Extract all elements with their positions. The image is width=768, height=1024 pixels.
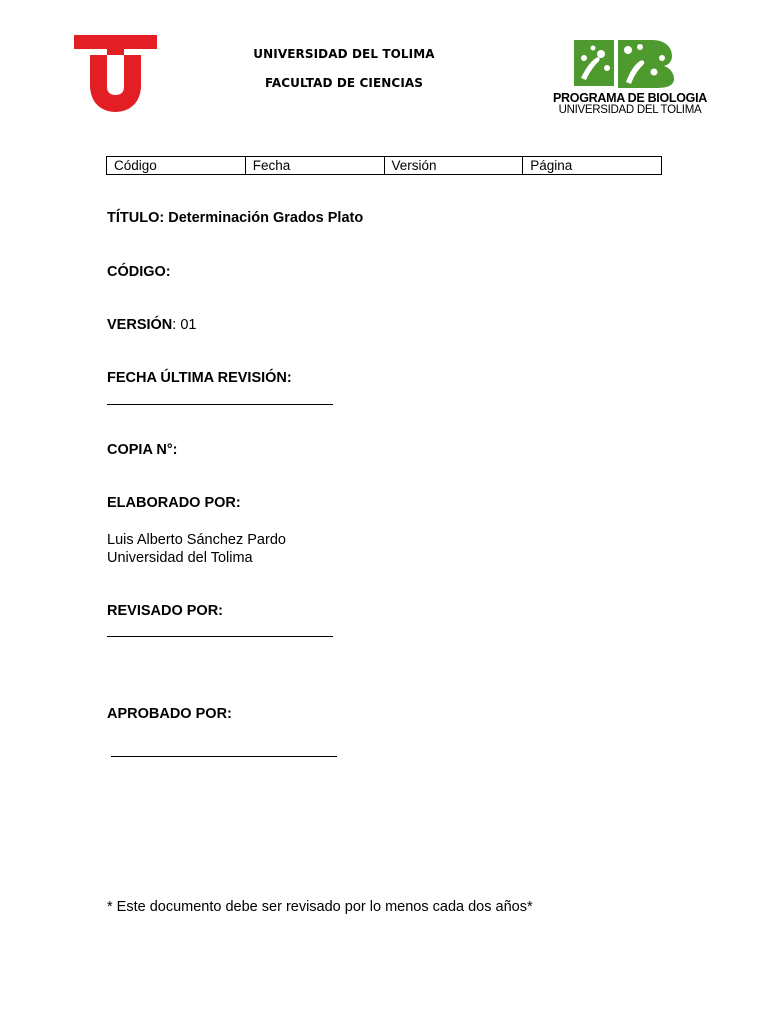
document-control-row bbox=[107, 157, 662, 175]
title-label: TÍTULO: bbox=[107, 210, 165, 226]
title-value: Determinación Grados Plato bbox=[168, 210, 364, 226]
reviewed-by-label: REVISADO POR: bbox=[107, 603, 224, 619]
university-name: UNIVERSIDAD DEL TOLIMA bbox=[253, 47, 435, 61]
biology-program-subtitle: UNIVERSIDAD DEL TOLIMA bbox=[558, 104, 702, 116]
biology-program-title: PROGRAMA DE BIOLOGIA bbox=[553, 91, 707, 105]
version-field bbox=[107, 317, 196, 333]
faculty-name: FACULTAD DE CIENCIAS bbox=[264, 76, 424, 90]
title-field bbox=[107, 210, 363, 226]
university-logo bbox=[74, 35, 157, 112]
document-control-table bbox=[106, 156, 662, 175]
prepared-by-name: Luis Alberto Sánchez Pardo bbox=[107, 532, 286, 548]
prepared-by-label: ELABORADO POR: bbox=[107, 495, 241, 511]
last-revision-label: FECHA ÚLTIMA REVISIÓN: bbox=[107, 370, 292, 386]
last-revision-signature-line bbox=[107, 404, 333, 405]
approved-by-label: APROBADO POR: bbox=[107, 706, 232, 722]
page-cell: Página bbox=[523, 157, 662, 175]
code-label: CÓDIGO: bbox=[107, 264, 171, 280]
version-label: VERSIÓN bbox=[107, 317, 173, 333]
footer-note: * Este documento debe ser revisado por lo menos cada dos años* bbox=[107, 899, 533, 915]
copy-number-label: COPIA N°: bbox=[107, 442, 178, 458]
approved-by-signature-line bbox=[111, 756, 337, 757]
biology-program-logo bbox=[574, 38, 676, 88]
version-cell: Versión bbox=[384, 157, 523, 175]
reviewed-by-signature-line bbox=[107, 636, 333, 637]
date-cell: Fecha bbox=[245, 157, 384, 175]
prepared-by-organization: Universidad del Tolima bbox=[107, 550, 253, 566]
code-cell: Código bbox=[107, 157, 246, 175]
version-value: : 01 bbox=[172, 317, 197, 333]
